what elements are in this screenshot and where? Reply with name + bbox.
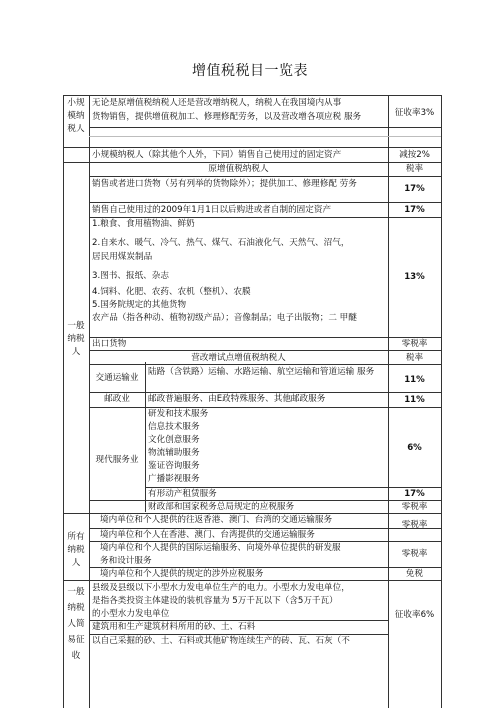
small-scale-assets: 小规模纳税人（除其他个人外，下同）销售自己使用过的固定资产 <box>92 150 342 160</box>
table-row-divider <box>89 337 441 338</box>
modern-services-rate: 6% <box>407 443 422 453</box>
table-row-divider <box>89 541 441 542</box>
small-scale-desc-line1: 无论是原增值税纳税人还是营改增纳税人，纳税人在我国境内从事 <box>92 98 342 108</box>
table-column-divider <box>145 362 146 512</box>
table-row-divider <box>89 407 441 408</box>
mof-services-rate: 零税率 <box>401 502 428 512</box>
leasing-rate: 17% <box>404 489 425 499</box>
all-taxpayers-row2: 境内单位和个人在香港、澳门、台湾提供的交通运输服务 <box>100 530 315 540</box>
goods-sales-rate: 17% <box>404 184 425 194</box>
low-rate-item: 农产品（指各种动、植物初级产品）；音像制品；电子出版物；二 甲醚 <box>92 313 357 323</box>
all-taxpayers-row1: 境内单位和个人提供的往返香港、澳门、台湾的交通运输服务 <box>100 515 333 525</box>
original-vat-header: 原增值税纳税人 <box>208 164 269 174</box>
table-row-divider <box>63 147 441 148</box>
modern-service-item: 鉴证咨询服务 <box>148 461 200 471</box>
postal-rate: 11% <box>404 395 425 405</box>
vat-reform-header: 营改增试点增值税纳税人 <box>191 353 286 363</box>
low-rate-item: 3.图书、报纸、杂志 <box>92 271 169 281</box>
small-scale-rate: 征收率3% <box>394 108 435 118</box>
modern-service-item: 广播影视服务 <box>148 474 200 484</box>
simplified-line4: 建筑用和生产建筑材料所用的砂、土、石料 <box>92 622 256 632</box>
low-rate-item: 5.国务院规定的其他货物 <box>92 300 187 310</box>
sector-transport: 交通运输业 <box>95 373 139 383</box>
table-row-divider <box>89 136 441 137</box>
small-scale-desc-line2: 货物销售，提供增值税加工、修理修配劳务，以及营改增各项应税 服务 <box>92 112 362 122</box>
transport-text: 陆路（含铁路）运输、水路运输、航空运输和管道运输 服务 <box>148 367 375 377</box>
simplified-line3: 的小型水力发电单位 <box>92 609 170 619</box>
simplified-line2: 是指各类投资主体建设的装机容量为 5万千瓦以下（含5万千瓦） <box>92 596 338 606</box>
rate-header: 税率 <box>405 164 424 174</box>
modern-service-item: 研发和技术服务 <box>148 409 209 419</box>
all-taxpayers-row3-line2: 务和设计服务 <box>100 556 152 566</box>
export-goods: 出口货物 <box>92 339 127 349</box>
simplified-line1: 县级及县级以下小型水力发电单位生产的电力。小型水力发电单位， <box>92 583 350 593</box>
low-rate-value: 13% <box>404 272 425 282</box>
table-row-divider <box>89 350 441 351</box>
page-title: 增值税税目一览表 <box>192 63 308 79</box>
sector-postal: 邮政业 <box>104 394 130 404</box>
table-row-divider <box>89 634 388 635</box>
simplified-line5: 以自己采掘的砂、土、石料或其他矿物连续生产的砖、瓦、石灰（不 <box>92 636 350 646</box>
export-rate: 零税率 <box>401 339 428 349</box>
category-all-taxpayers: 所有 纳税 人 <box>67 532 85 568</box>
small-scale-assets-rate: 减按2% <box>399 150 430 160</box>
postal-text: 邮政普遍服务、由E政特殊服务、其他邮政服务 <box>148 394 326 404</box>
table-row-divider <box>145 487 441 488</box>
mof-services-text: 财政部和国家税务总局规定的应税服务 <box>148 502 295 512</box>
table-row-divider <box>89 176 441 177</box>
table-row-divider <box>89 500 441 501</box>
table-row-divider <box>63 513 441 514</box>
leasing-text: 有形动产租赁服务 <box>148 489 217 499</box>
category-general: 一般 纳税 人 <box>67 321 85 357</box>
modern-service-item: 信息技术服务 <box>148 422 200 432</box>
table-border-right <box>441 95 442 708</box>
table-row-divider <box>89 364 441 365</box>
low-rate-item: 4.饲料、化肥、农药、农机（整机）、农膜 <box>92 287 251 297</box>
transport-rate: 11% <box>404 375 425 385</box>
table-row-divider <box>89 202 441 203</box>
all-taxpayers-row3-line1: 境内单位和个人提供的国际运输服务、向境外单位提供的研发服 <box>100 543 341 553</box>
table-row-divider <box>89 392 441 393</box>
low-rate-item: 2.自来水、暖气、冷气、热气、煤气、石油液化气、天然气、沼气， <box>92 238 350 248</box>
modern-service-item: 物流辅助服务 <box>148 448 200 458</box>
goods-sales-text: 销售或者进口货物（另有列举的货物除外）；提供加工、修理修配 劳务 <box>92 179 357 189</box>
category-simplified: 一般 纳税 人简 易征 收 <box>67 587 85 661</box>
simplified-rate: 征收率6% <box>394 610 435 620</box>
table-row-divider <box>89 127 441 128</box>
used-assets-text: 销售自己使用过的2009年1月1日以后购进或者自制的固定资产 <box>92 205 332 215</box>
table-row-divider <box>63 162 441 163</box>
category-small-scale: 小规 模纳 税人 <box>67 98 85 134</box>
modern-service-item: 文化创意服务 <box>148 435 200 445</box>
all-taxpayers-row4-rate: 免税 <box>405 569 424 579</box>
table-border-top <box>63 95 441 96</box>
all-taxpayers-row4: 境内单位和个人提供的规定的涉外应税服务 <box>100 569 264 579</box>
table-row-divider <box>89 217 441 218</box>
low-rate-item: 1.粮食、食用植物油、鲜奶 <box>92 219 195 229</box>
low-rate-item: 居民用煤炭制品 <box>92 252 153 262</box>
sector-modern-services: 现代服务业 <box>95 455 139 465</box>
all-taxpayers-row3-rate: 零税率 <box>401 549 428 559</box>
table-row-divider <box>63 580 441 581</box>
table-row-divider <box>89 567 441 568</box>
table-row-divider <box>89 620 388 621</box>
vat-reform-rate-header: 税率 <box>405 353 424 363</box>
used-assets-rate: 17% <box>404 205 425 215</box>
all-taxpayers-row1-rate: 零税率 <box>401 520 428 530</box>
